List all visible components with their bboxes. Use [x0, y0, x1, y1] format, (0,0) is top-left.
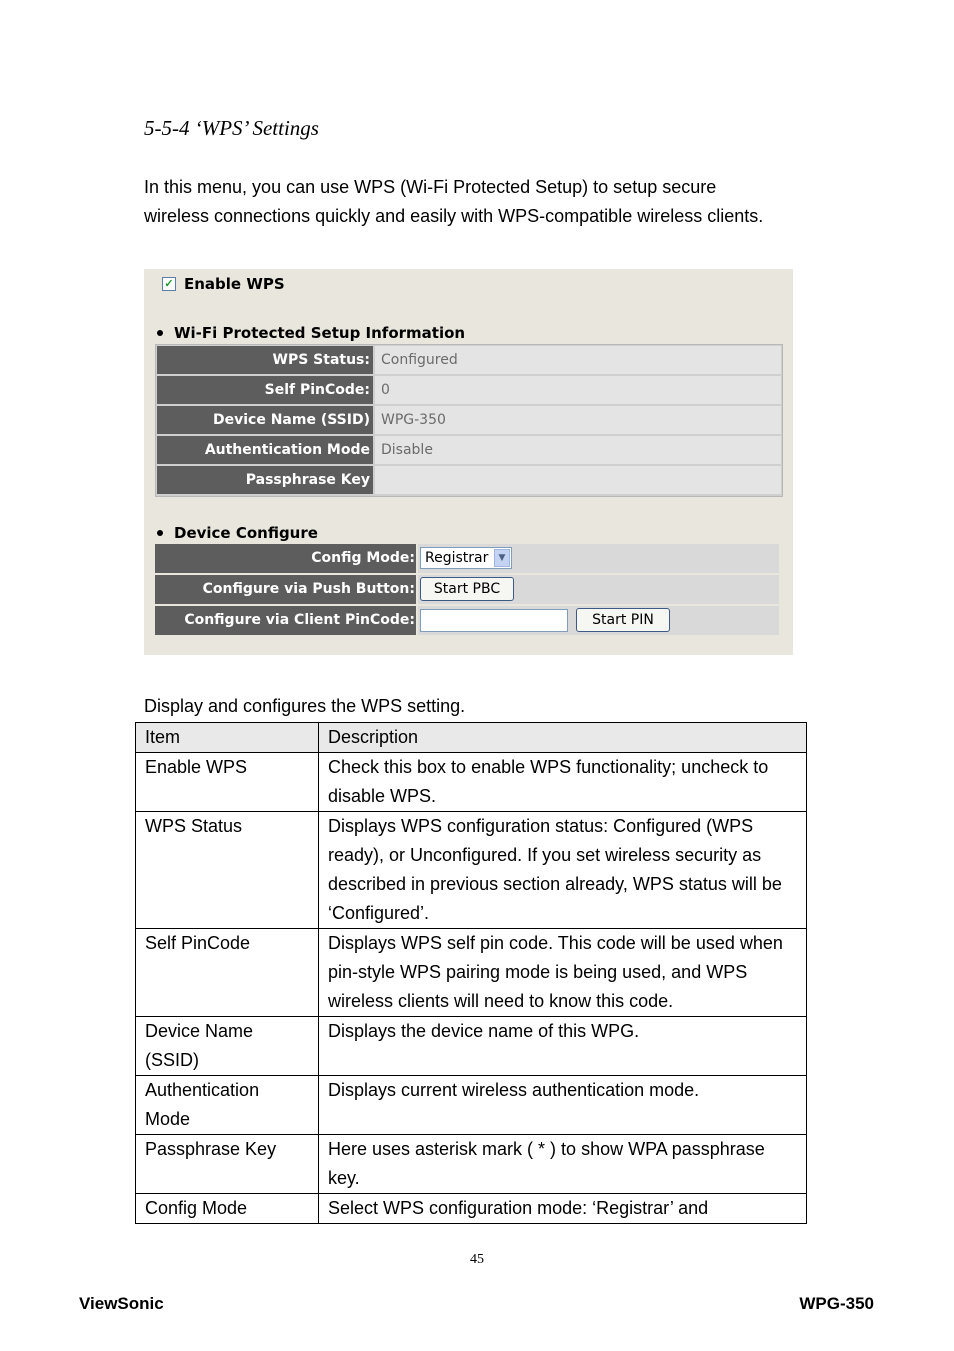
bullet-icon	[157, 330, 163, 336]
table-caption: Display and configures the WPS setting.	[144, 696, 466, 716]
table-row	[136, 1017, 807, 1076]
intro-line-2: wireless connections quickly and easily with WPS-compatible wireless clients.	[144, 206, 764, 226]
chevron-down-icon[interactable]: ▼	[494, 549, 510, 567]
info-row-self-pincode	[157, 376, 781, 404]
start-pin-button[interactable]: Start PIN	[576, 608, 670, 632]
client-pin-row	[155, 606, 779, 635]
info-label: Self PinCode:	[157, 376, 373, 404]
info-label: Device Name (SSID)	[157, 406, 373, 434]
table-header-row	[136, 723, 807, 753]
footer-brand: ViewSonic	[79, 1294, 164, 1313]
self-pincode-value: 0	[375, 376, 781, 404]
row-item: WPS Status	[136, 812, 319, 929]
auth-mode-value: Disable	[375, 436, 781, 464]
config-mode-select[interactable]	[420, 547, 512, 569]
row-description: Select WPS configuration mode: ‘Registrar’ and	[319, 1194, 807, 1224]
enable-wps-checkbox[interactable]: ✓	[162, 277, 176, 291]
passphrase-value	[375, 466, 781, 494]
wps-status-value: Configured	[375, 346, 781, 374]
row-item: Config Mode	[136, 1194, 319, 1224]
table-row	[136, 929, 807, 1017]
table-row	[136, 1194, 807, 1224]
section-heading: 5-5-4 ‘WPS’ Settings	[144, 116, 319, 140]
row-item: Passphrase Key	[136, 1135, 319, 1194]
table-row	[136, 753, 807, 812]
device-name-value: WPG-350	[375, 406, 781, 434]
bullet-icon	[157, 530, 163, 536]
page-number: 45	[470, 1252, 484, 1267]
row-item: Device Name (SSID)	[136, 1017, 319, 1076]
info-row-wps-status	[157, 346, 781, 374]
table-row	[136, 1076, 807, 1135]
settings-description-table	[135, 722, 807, 1224]
client-pin-label: Configure via Client PinCode:	[155, 606, 416, 635]
table-row	[136, 812, 807, 929]
info-label: Authentication Mode	[157, 436, 373, 464]
config-mode-row	[155, 544, 779, 573]
info-label: Passphrase Key	[157, 466, 373, 494]
row-description: Displays WPS configuration status: Configured (WPS ready), or Unconfigured. If you set wireless security as described in previous section already, WPS status will be ‘Configured’.	[319, 812, 807, 929]
footer-model: WPG-350	[799, 1294, 874, 1313]
enable-wps-label: Enable WPS	[184, 275, 285, 293]
row-item: Enable WPS	[136, 753, 319, 812]
info-label: WPS Status:	[157, 346, 373, 374]
row-description: Displays the device name of this WPG.	[319, 1017, 807, 1076]
info-row-passphrase	[157, 466, 781, 494]
header-item: Item	[136, 723, 319, 753]
row-item: Self PinCode	[136, 929, 319, 1017]
intro-line-1: In this menu, you can use WPS (Wi-Fi Protected Setup) to setup secure	[144, 177, 717, 197]
wps-settings-screenshot	[144, 269, 793, 655]
wps-info-table	[155, 344, 783, 497]
info-section-heading: Wi-Fi Protected Setup Information	[174, 324, 466, 342]
info-row-device-name	[157, 406, 781, 434]
push-button-label: Configure via Push Button:	[155, 575, 416, 604]
row-description: Displays current wireless authentication mode.	[319, 1076, 807, 1135]
row-description: Displays WPS self pin code. This code will be used when pin-style WPS pairing mode is being used, and WPS wireless clients will need to know this code.	[319, 929, 807, 1017]
row-item: Authentication Mode	[136, 1076, 319, 1135]
table-row	[136, 1135, 807, 1194]
device-configure-heading: Device Configure	[174, 524, 318, 542]
header-description: Description	[319, 723, 807, 753]
config-mode-label: Config Mode:	[155, 544, 416, 573]
device-configure-table	[155, 544, 779, 637]
info-row-auth-mode	[157, 436, 781, 464]
push-button-row	[155, 575, 779, 604]
config-mode-value: Registrar	[425, 550, 489, 566]
row-description: Here uses asterisk mark ( * ) to show WPA passphrase key.	[319, 1135, 807, 1194]
client-pin-input[interactable]	[420, 609, 568, 632]
start-pbc-button[interactable]: Start PBC	[420, 577, 514, 601]
row-description: Check this box to enable WPS functionality; uncheck to disable WPS.	[319, 753, 807, 812]
